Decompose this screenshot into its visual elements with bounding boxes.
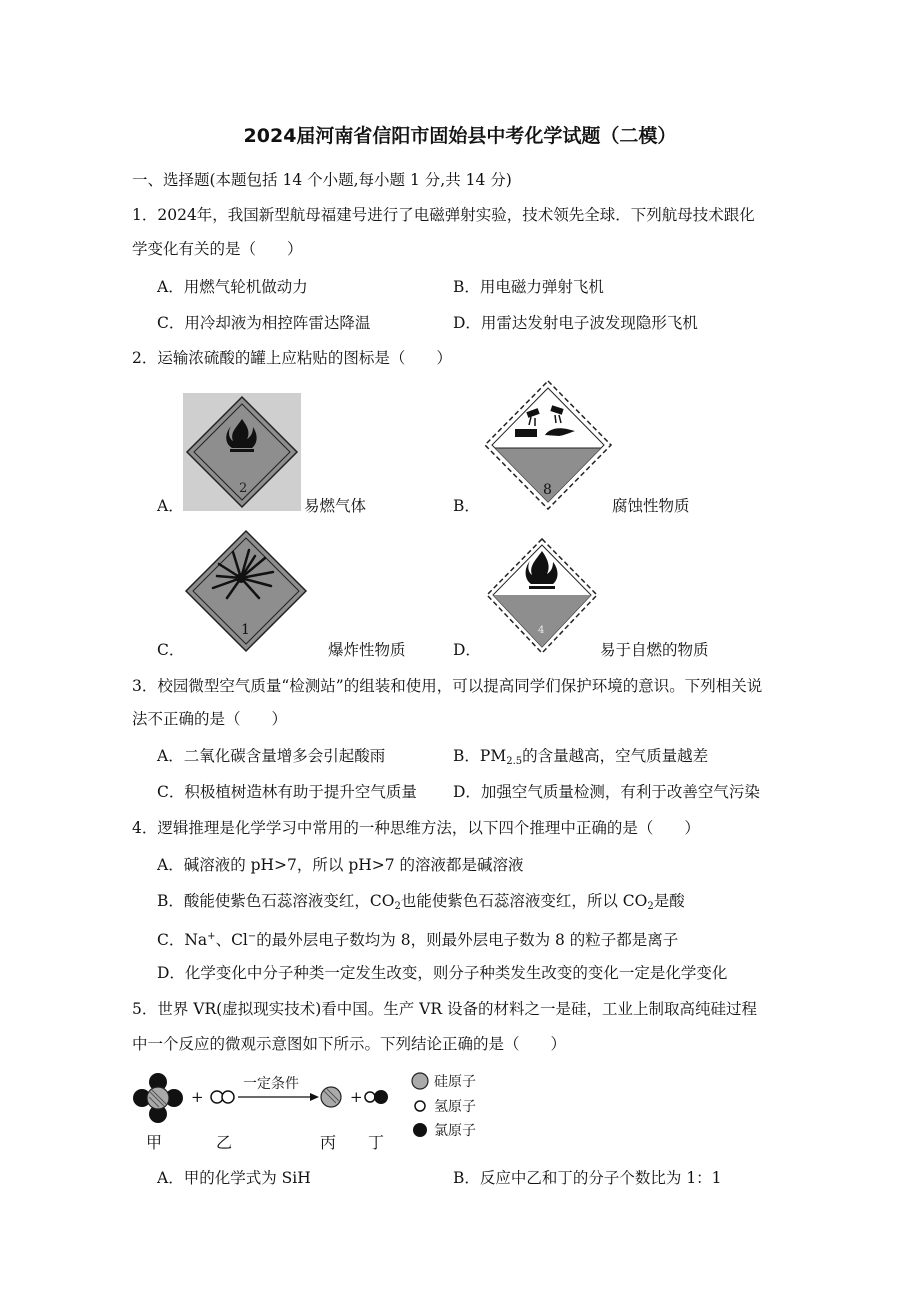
q2-option-d-label: 易于自燃的物质 [600,641,709,659]
hydrogen-atom-icon [415,1101,425,1111]
q1-option-a: A．用燃气轮机做动力 [157,278,308,296]
corrosive-sign [483,379,613,511]
q3-option-d: D．加强空气质量检测，有利于改善空气污染 [453,783,760,801]
q3-option-c: C．积极植树造林有助于提升空气质量 [157,783,417,801]
q1-option-b: B．用电磁力弹射飞机 [453,278,604,296]
reaction-diagram [128,1068,508,1158]
q4-option-a: A．碱溶液的 pH>7，所以 pH>7 的溶液都是碱溶液 [157,856,524,874]
page-title: 2024届河南省信阳市固始县中考化学试题（二模） [243,125,677,147]
molecule-bing [321,1087,341,1107]
label-bing: 丙 [320,1133,337,1152]
q5-stem-line1: 5．世界 VR(虚拟现实技术)看中国。生产 VR 设备的材料之一是硅，工业上制取高纯硅过程 [132,1000,757,1018]
q3-stem-line2: 法不正确的是（ ） [132,710,288,728]
reaction-condition: 一定条件 [243,1076,299,1092]
q4-stem: 4．逻辑推理是化学学习中常用的一种思维方法，以下四个推理中正确的是（ ） [132,819,700,837]
q4-option-d: D．化学变化中分子种类一定发生改变，则分子种类发生改变的变化一定是化学变化 [157,964,728,982]
q5-option-a: A．甲的化学式为 SiH [157,1169,311,1187]
plus-sign-2: + [350,1088,363,1106]
legend-hydrogen: 氢原子 [434,1099,476,1115]
q2-stem: 2．运输浓硫酸的罐上应粘贴的图标是（ ） [132,349,452,367]
q2-option-d-letter: D． [453,641,481,659]
q4-option-c: C．Na+、Cl−的最外层电子数均为 8，则最外层电子数为 8 的粒子都是离子 [157,931,679,949]
chlorine-atom-icon [413,1123,427,1137]
sign-b-number: 8 [543,482,552,498]
q1-option-d: D．用雷达发射电子波发现隐形飞机 [453,314,698,332]
q3-option-a: A．二氧化碳含量增多会引起酸雨 [157,747,386,765]
q3-stem-line1: 3．校园微型空气质量“检测站”的组装和使用，可以提高同学们保护环境的意识。下列相关说 [132,677,763,695]
molecule-yi [211,1091,234,1103]
legend-silicon: 硅原子 [434,1074,476,1090]
label-ding: 丁 [368,1133,385,1152]
q5-option-b: B．反应中乙和丁的分子个数比为 1：1 [453,1169,722,1187]
q2-option-a-label: 易燃气体 [304,497,367,515]
section-heading: 一、选择题(本题包括 14 个小题,每小题 1 分,共 14 分) [132,171,512,189]
q1-stem-line2: 学变化有关的是（ ） [132,240,303,258]
explosive-sign [183,528,309,654]
legend-chlorine: 氯原子 [434,1123,476,1139]
molecule-ding [365,1090,388,1104]
q2-option-b-letter: B． [453,497,480,515]
sign-c-number: 1 [241,622,250,638]
q4-option-b: B．酸能使紫色石蕊溶液变红，$CO_2$也能使紫色石蕊溶液变红，所以 $CO_2$是酸 [157,892,685,912]
q2-option-c-label: 爆炸性物质 [328,641,406,659]
q2-option-a-letter: A． [157,497,184,515]
q3-option-b: B．$PM_{2.5}$的含量越高，空气质量越差 [453,747,709,767]
label-yi: 乙 [216,1133,233,1152]
label-jia: 甲 [146,1133,163,1152]
plus-sign-1: + [191,1088,204,1106]
q2-option-b-label: 腐蚀性物质 [612,497,690,515]
molecule-jia [133,1073,183,1123]
sign-d-number: 4 [538,625,545,636]
q2-option-c-letter: C． [157,641,185,659]
sign-a-number: 2 [239,481,248,496]
flammable-gas-sign [183,393,301,511]
spontaneous-combustion-sign [483,535,601,657]
silicon-atom-icon [412,1073,428,1089]
q5-stem-line2: 中一个反应的微观示意图如下所示。下列结论正确的是（ ） [132,1035,567,1053]
q1-option-c: C．用冷却液为相控阵雷达降温 [157,314,371,332]
q1-stem-line1: 1．2024年，我国新型航母福建号进行了电磁弹射实验，技术领先全球．下列航母技术跟化 [132,206,755,224]
